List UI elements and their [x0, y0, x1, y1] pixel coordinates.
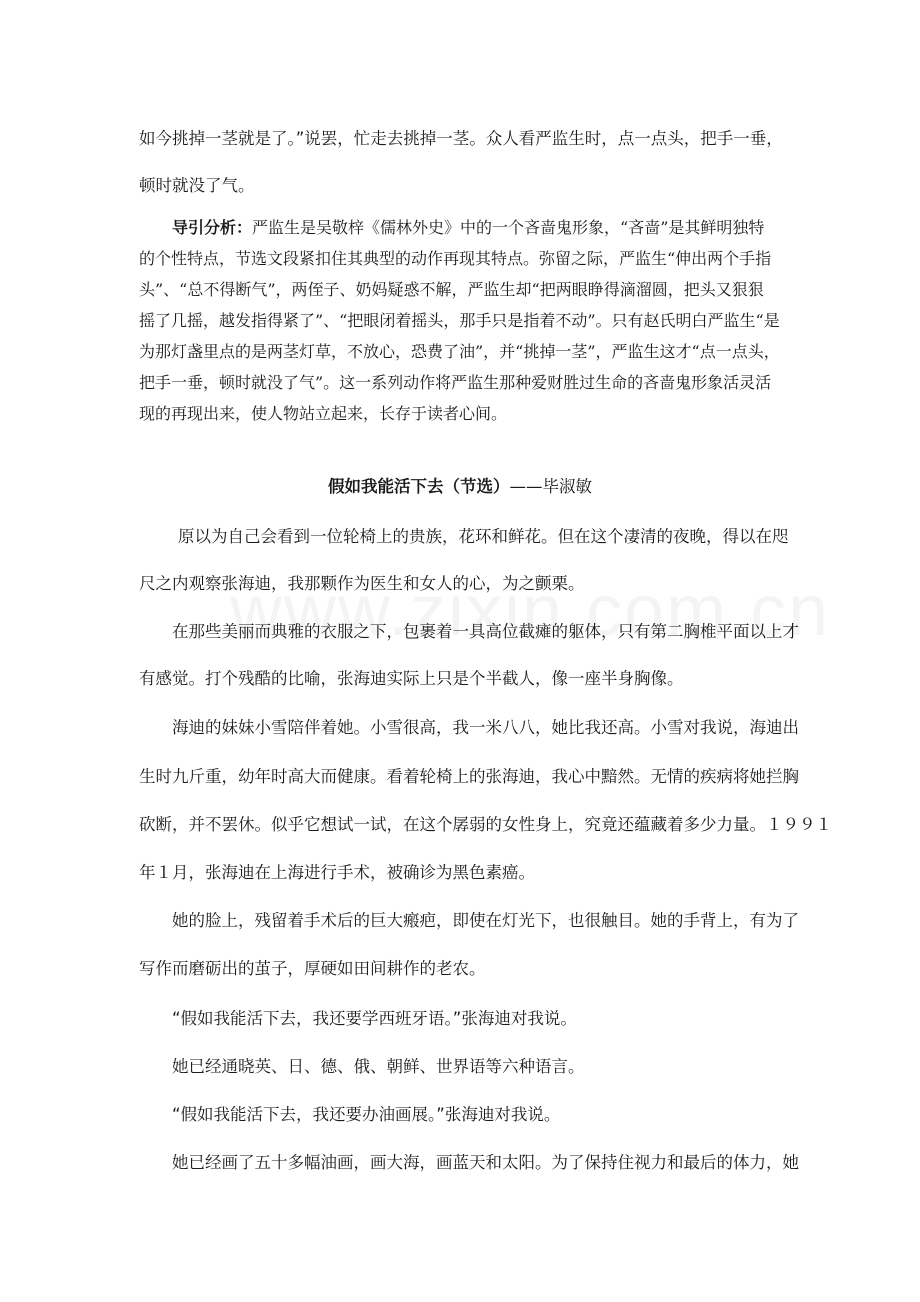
- story-line: 在那些美丽而典雅的衣服之下，包裹着一具高位截瘫的躯体，只有第二胸椎平面以上才: [172, 622, 799, 641]
- analysis-line: 把手一垂，顿时就没了气”。这一系列动作将严监生那种爱财胜过生命的吝啬鬼形象活灵活: [139, 373, 772, 392]
- analysis-label: 导引分析：: [172, 218, 253, 237]
- story-line: 海迪的妹妹小雪陪伴着她。小雪很高，我一米八八，她比我还高。小雪对我说，海迪出: [172, 718, 799, 737]
- story-line: 她已经画了五十多幅油画，画大海，画蓝天和太阳。为了保持住视力和最后的体力，她: [172, 1153, 799, 1172]
- story-line: 她已经通晓英、日、德、俄、朝鲜、世界语等六种语言。: [172, 1057, 585, 1076]
- analysis-line: 为那灯盏里点的是两茎灯草，不放心，恐费了油”，并“挑掉一茎”，严监生这才“点一点头，: [139, 342, 780, 361]
- text-line: 顿时就没了气。: [139, 176, 255, 195]
- story-line: 砍断，并不罢休。似乎它想试一试，在这个孱弱的女性身上，究竟还蕴藏着多少力量。１９９１: [139, 815, 832, 834]
- story-line: “假如我能活下去，我还要办油画展。”张海迪对我说。: [172, 1105, 561, 1124]
- analysis-line: 现的再现出来，使人物站立起来，长存于读者心间。: [139, 404, 508, 423]
- story-line: 写作而磨砺出的茧子，厚硬如田间耕作的老农。: [139, 959, 486, 978]
- analysis-text: 严监生是吴敬梓《儒林外史》中的一个吝啬鬼形象，“吝啬”是其鲜明独特: [252, 218, 765, 237]
- story-line: “假如我能活下去，我还要学西班牙语。”张海迪对我说。: [172, 1009, 577, 1028]
- analysis-line: 摇了几摇，越发指得紧了”、“把眼闭着摇头，那手只是指着不动”。只有赵氏明白严监生“是: [139, 311, 780, 330]
- story-line: 年１月，张海迪在上海进行手术，被确诊为黑色素癌。: [139, 863, 535, 882]
- story-line: 尺之内观察张海迪，我那颗作为医生和女人的心，为之颤栗。: [139, 574, 585, 593]
- analysis-line: 的个性特点，节选文段紧扣住其典型的动作再现其特点。弥留之际，严监生“伸出两个手指: [139, 249, 772, 268]
- analysis-line: 头”、“总不得断气”，两侄子、奶妈疑惑不解，严监生却“把两眼睁得滴溜圆，把头又狠狠: [139, 280, 764, 299]
- story-line: 有感觉。打个残酷的比喻，张海迪实际上只是个半截人，像一座半身胸像。: [139, 669, 684, 688]
- story-line: 她的脸上，残留着手术后的巨大瘢疤，即使在灯光下，也很触目。她的手背上，有为了: [172, 911, 799, 930]
- text-line: 如今挑掉一茎就是了。”说罢，忙走去挑掉一茎。众人看严监生时，点一点头，把手一垂，: [139, 129, 783, 148]
- story-line: 原以为自己会看到一位轮椅上的贵族，花环和鲜花。但在这个凄清的夜晚，得以在咫: [178, 527, 789, 546]
- analysis-first-line: [172, 217, 764, 239]
- story-line: 生时九斤重，幼年时高大而健康。看着轮椅上的张海迪，我心中黯然。无情的疾病将她拦胸: [139, 767, 799, 786]
- story-heading: [0, 476, 920, 498]
- story-title: 假如我能活下去（节选）: [328, 477, 510, 496]
- story-author: ——毕淑敏: [509, 477, 592, 496]
